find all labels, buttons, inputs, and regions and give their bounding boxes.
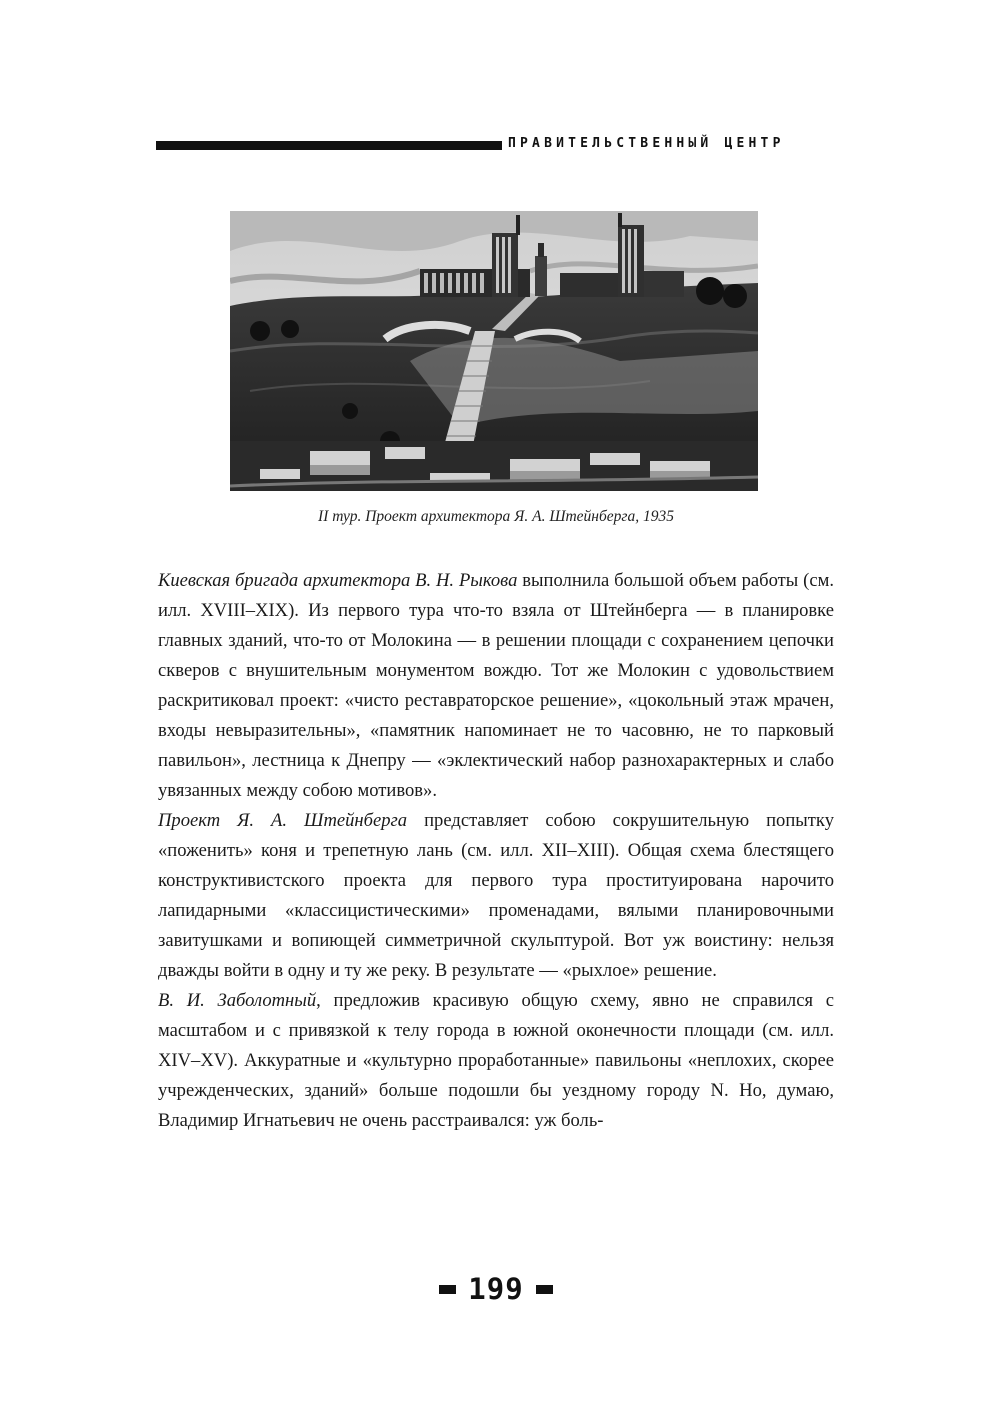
italic-run: Проект Я. А. Штейнберга	[158, 810, 408, 831]
text-run: , предложив красивую общую схему, явно не справился с масштабом и с привязкой к телу города в южной оконечности площади (см. илл. XIV–XV). Аккуратные и «культурно проработанные» павильоны «неплохих, скорее учрежденческих, зданий» больше подошли бы уездному городу N. Но, думаю, Владимир Игнатьевич не очень расстраивался: уж боль-	[158, 990, 835, 1131]
paragraph	[158, 986, 834, 1136]
text-run: выполнила большой объем работы (см. илл. XVIII–XIX). Из первого тура что-то взяла от Штейнберга — в планировке главных зданий, что-то от Молокина — в решении площади с сохранением цепочки скверов с внушительным монументом вождю. Тот же Молокин с удовольствием раскритиковал проект: «чисто реставраторское решение», «цокольный этаж мрачен, входы невыразительны», «памятник напоминает не то часовню, не то парковый павильон», лестница к Днепру — «эклектический набор разнохарактерных и слабо увязанных между собою мотивов».	[158, 570, 834, 801]
architectural-drawing-icon	[230, 211, 758, 491]
folio-right-dash	[536, 1285, 553, 1294]
italic-run: Киевская бригада архитектора В. Н. Рыкова	[158, 570, 518, 591]
text-run: представляет собою сокрушительную попытку «поженить» коня и трепетную лань (см. илл. XII–XIII). Общая схема блестящего конструктивистского проекта для первого тура проституирована нарочито лапидарными «классицистическими» променадами, вялыми планировочными завитушками и вопиющей симметричной скульптурой. Вот уж воистину: нельзя дважды войти в одну и ту же реку. В результате — «рыхлое» решение.	[158, 810, 834, 981]
folio-left-dash	[439, 1285, 456, 1294]
paragraph	[158, 806, 834, 986]
paragraph	[158, 566, 834, 806]
page-footer	[0, 1272, 992, 1306]
italic-run: В. И. Заболотный	[158, 990, 317, 1011]
body-text	[158, 566, 834, 1136]
running-title: ПРАВИТЕЛЬСТВЕННЫЙ ЦЕНТР	[508, 136, 785, 151]
architectural-drawing-figure	[230, 211, 758, 491]
header-rule	[156, 141, 502, 150]
page-number: 199	[468, 1272, 524, 1306]
figure-caption: II тур. Проект архитектора Я. А. Штейнберга, 1935	[318, 508, 674, 525]
